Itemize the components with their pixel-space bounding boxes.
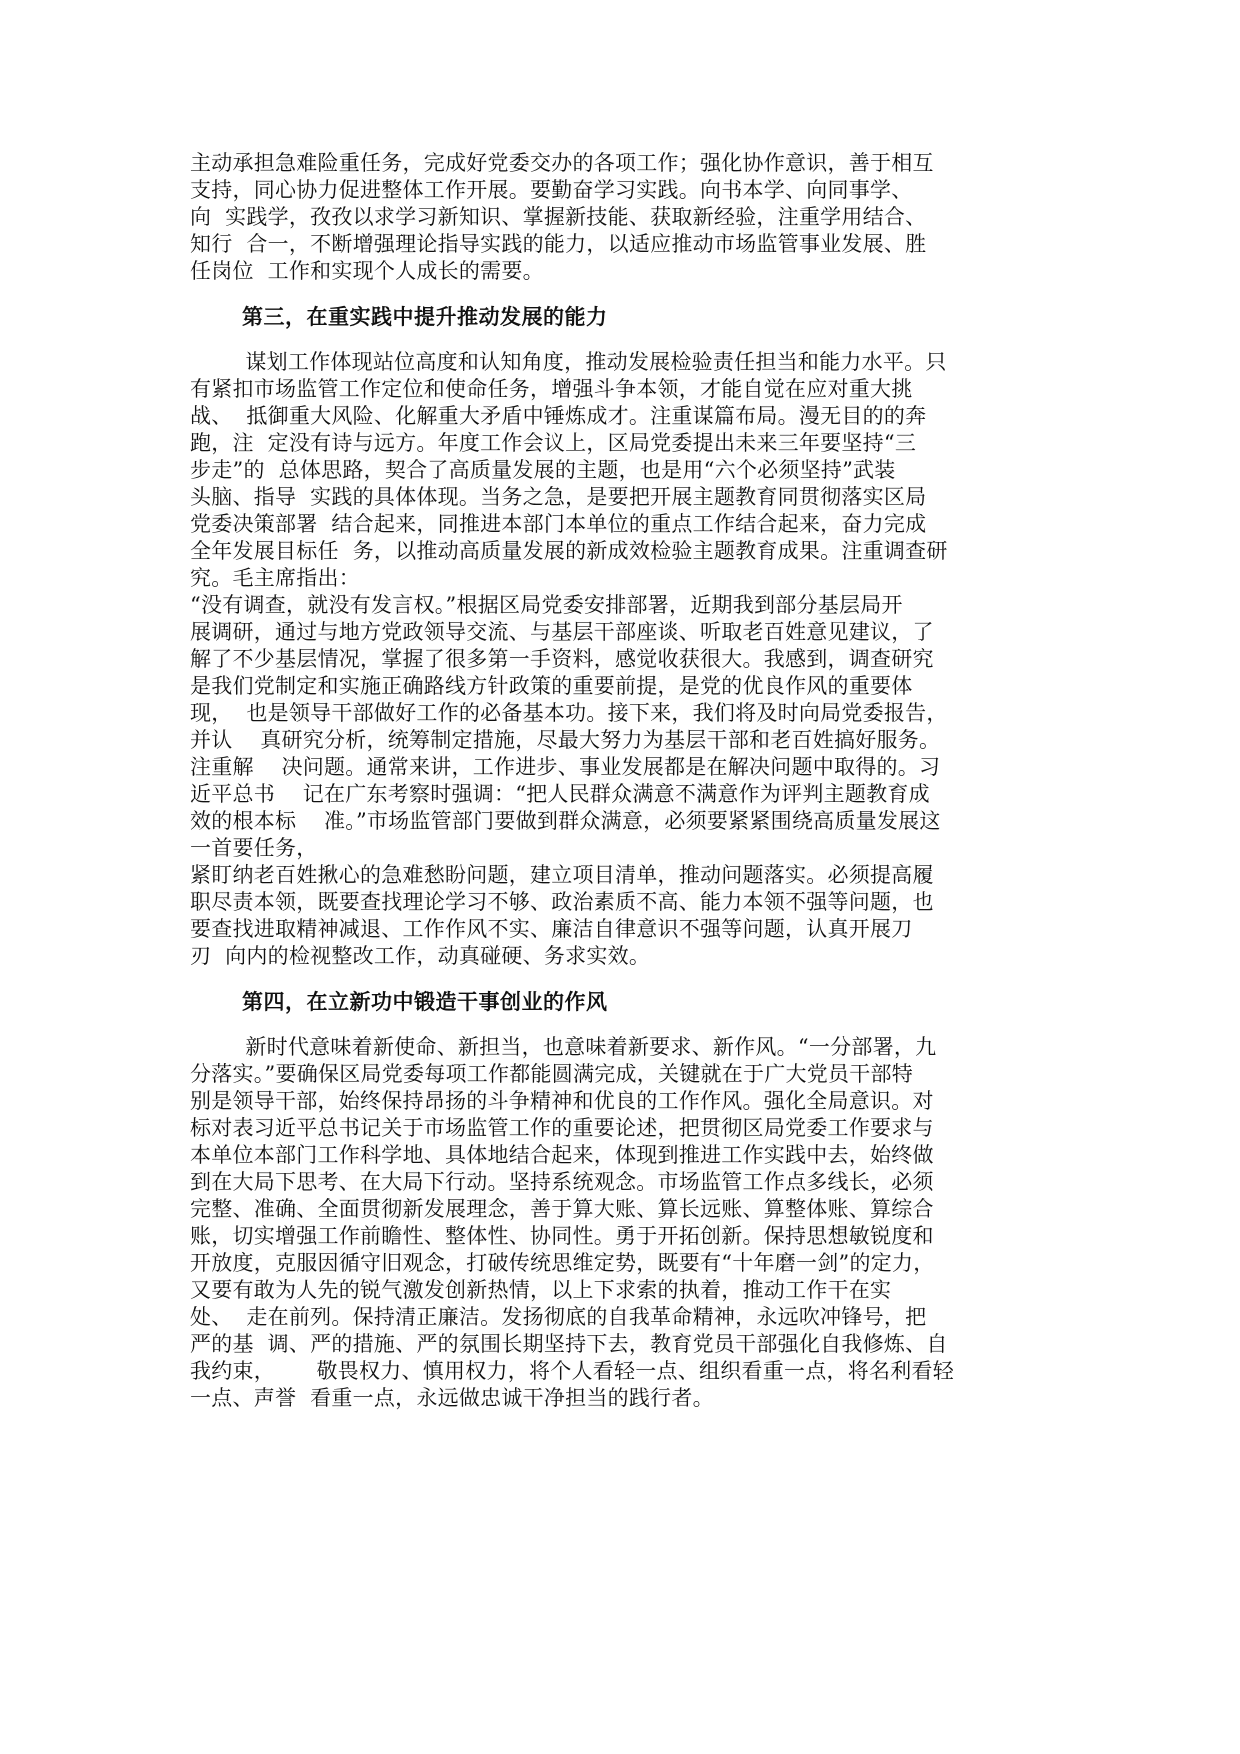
continuation-paragraph: 主动承担急难险重任务，完成好党委交办的各项工作；强化协作意识，善于相互 支持，同心协力促进整体工作开展。要勤奋学习实践。向书本学、向同事学、 向 实践学，孜孜以求学习新知识、掌握新技能、获取新经验，注重学用结合、 知行 合一，不断增强理论指导实践的能力，以适应推动市场监管事业发展、胜 任岗位 工作和实现个人成长的需要。 bbox=[190, 151, 934, 283]
section-4-body: 新时代意味着新使命、新担当，也意味着新要求、新作风。“一分部署，九 分落实。”要确保区局党委每项工作都能圆满完成，关键就在于广大党员干部特 别是领导干部，始终保持昂扬的斗争精神和优良的工作作风。强化全局意识。对 标对表习近平总书记关于市场监管工作的重要论述，把贯彻区局党委工作要求与 本单位本部门工作科学地、具体地结合起来，体现到推进工作实践中去，始终做 到在大局下思考、在大局下行动。坚持系统观念。市场监管工作点多线长，必须 完整、准确、全面贯彻新发展理念，善于算大账、算长远账、算整体账、算综合 账，切实增强工作前瞻性、整体性、协同性。勇于开拓创新。保持思想敏锐度和 开放度，克服因循守旧观念，打破传统思维定势，既要有“十年磨一剑”的定力， 又要有敢为人先的锐气激发创新热情，以上下求索的执着，推动工作干在实 处、 走在前列。保持清正廉洁。发扬彻底的自我革命精神，永远吹冲锋号，把 严的基 调、严的措施、严的氛围长期坚持下去，教育党员干部强化自我修炼、自 我约束， 敬畏权力、慎用权力，将个人看轻一点、组织看重一点，将名利看轻 一点、声誉 看重一点，永远做忠诚干净担当的践行者。 bbox=[190, 1035, 955, 1410]
text-column bbox=[190, 150, 1060, 1412]
section-3-heading: 第三，在重实践中提升推动发展的能力 bbox=[242, 305, 608, 329]
section-4-heading: 第四，在立新功中锻造干事创业的作风 bbox=[242, 990, 608, 1014]
section-3-body: 谋划工作体现站位高度和认知角度，推动发展检验责任担当和能力水平。只 有紧扣市场监管工作定位和使命任务，增强斗争本领，才能自觉在应对重大挑 战、 抵御重大风险、化解重大矛盾中锤炼成才。注重谋篇布局。漫无目的的奔 跑，注 定没有诗与远方。年度工作会议上，区局党委提出未来三年要坚持“三 步走”的 总体思路，契合了高质量发展的主题，也是用“六个必须坚持”武装 头脑、指导 实践的具体体现。当务之急，是要把开展主题教育同贯彻落实区局 党委决策部署 结合起来，同推进本部门本单位的重点工作结合起来，奋力完成 全年发展目标任 务，以推动高质量发展的新成效检验主题教育成果。注重调查研 究。毛主席指出： “没有调查，就没有发言权。”根据区局党委安排部署，近期我到部分基层局开 展调研，通过与地方党政领导交流、与基层干部座谈、听取老百姓意见建议，了 解了不少基层情况，掌握了很多第一手资料，感觉收获很大。我感到，调查研究 是我们党制定和实施正确路线方针政策的重要前提，是党的优良作风的重要体 现， 也是领导干部做好工作的必备基本功。接下来，我们将及时向局党委报告， 并认 真研究分析，统筹制定措施，尽最大努力为基层干部和老百姓搞好服务。 注重解 决问题。通常来讲，工作进步、事业发展都是在解决问题中取得的。习 近平总书 记在广东考察时强调：“把人民群众满意不满意作为评判主题教育成 效的根本标 准。”市场监管部门要做到群众满意，必须要紧紧围绕高质量发展这 一首要任务， 紧盯纳老百姓揪心的急难愁盼问题，建立项目清单，推动问题落实。必须提高履 职尽责本领，既要查找理论学习不够、政治素质不高、能力本领不强等问题，也 要查找进取精神减退、工作作风不实、廉洁自律意识不强等问题，认真开展刀 刃 向内的检视整改工作，动真碰硬、务求实效。 bbox=[190, 350, 948, 968]
